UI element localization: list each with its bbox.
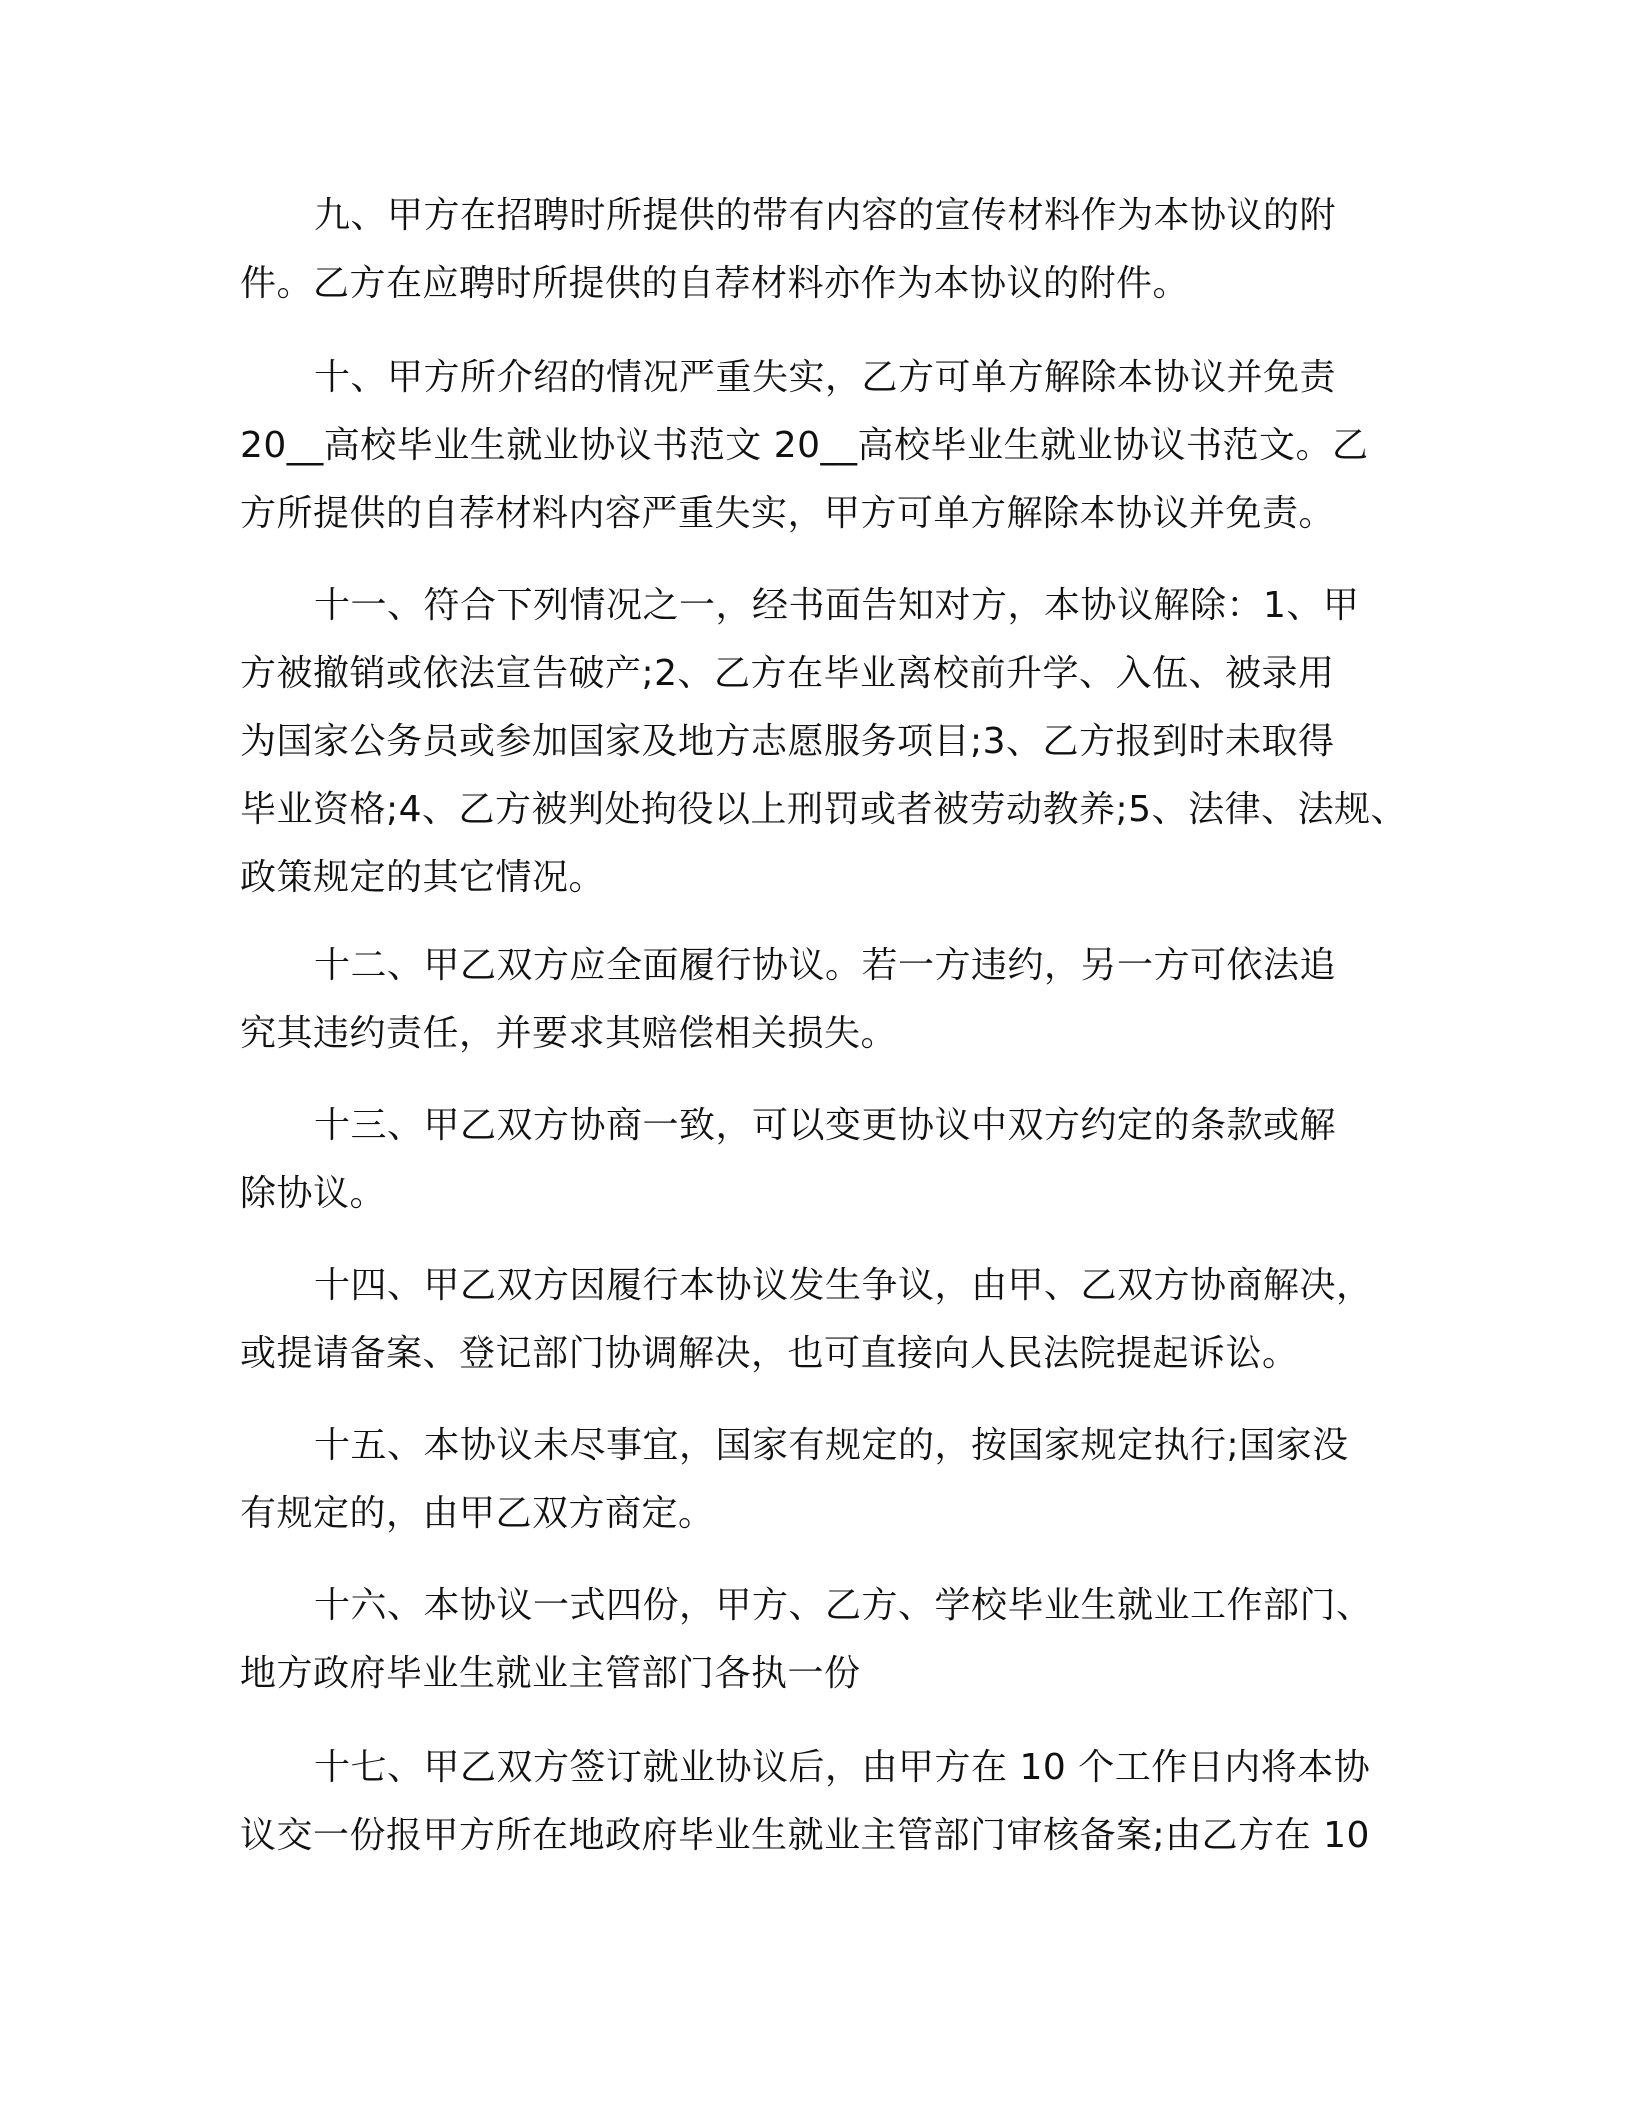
- paragraph-16: [240, 1572, 1410, 1708]
- text-line: 究其违约责任，并要求其赔偿相关损失。: [240, 1013, 898, 1054]
- text-line: 毕业资格;4、乙方被判处拘役以上刑罚或者被劳动教养;5、法律、法规、: [240, 789, 1408, 830]
- text-line: 十四、甲乙双方因履行本协议发生争议，由甲、乙双方协商解决，: [314, 1265, 1373, 1306]
- text-line: 九、甲方在招聘时所提供的带有内容的宣传材料作为本协议的附: [314, 195, 1337, 236]
- paragraph-13: [240, 1092, 1410, 1228]
- paragraph-14: [240, 1252, 1410, 1388]
- text-line: 十、甲方所介绍的情况严重失实，乙方可单方解除本协议并免责: [314, 357, 1337, 398]
- text-line: 十一、符合下列情况之一，经书面告知对方，本协议解除：1、甲: [314, 585, 1360, 626]
- text-line: 为国家公务员或参加国家及地方志愿服务项目;3、乙方报到时未取得: [240, 721, 1335, 762]
- text-line: 方被撤销或依法宣告破产;2、乙方在毕业离校前升学、入伍、被录用: [240, 653, 1335, 694]
- paragraph-10: [240, 344, 1410, 548]
- paragraph-9: [240, 182, 1410, 318]
- text-line: 方所提供的自荐材料内容严重失实，甲方可单方解除本协议并免责。: [240, 493, 1336, 534]
- text-line: 20__高校毕业生就业协议书范文 20__高校毕业生就业协议书范文。乙: [240, 425, 1369, 466]
- text-line: 十二、甲乙双方应全面履行协议。若一方违约，另一方可依法追: [314, 945, 1337, 986]
- text-line: 议交一份报甲方所在地政府毕业生就业主管部门审核备案;由乙方在 10: [240, 1815, 1370, 1856]
- text-line: 十七、甲乙双方签订就业协议后，由甲方在 10 个工作日内将本协: [314, 1747, 1371, 1788]
- text-line: 政策规定的其它情况。: [240, 857, 606, 898]
- text-line: 除协议。: [240, 1173, 387, 1214]
- text-line: 地方政府毕业生就业主管部门各执一份: [240, 1653, 861, 1694]
- text-line: 十三、甲乙双方协商一致，可以变更协议中双方约定的条款或解: [314, 1105, 1337, 1146]
- paragraph-12: [240, 932, 1410, 1068]
- paragraph-17: [240, 1734, 1410, 1870]
- text-line: 或提请备案、登记部门协调解决，也可直接向人民法院提起诉讼。: [240, 1333, 1299, 1374]
- text-line: 十六、本协议一式四份，甲方、乙方、学校毕业生就业工作部门、: [314, 1585, 1373, 1626]
- paragraph-11: [240, 572, 1410, 912]
- text-line: 十五、本协议未尽事宜，国家有规定的，按国家规定执行;国家没: [314, 1425, 1349, 1466]
- paragraph-15: [240, 1412, 1410, 1548]
- text-line: 件。乙方在应聘时所提供的自荐材料亦作为本协议的附件。: [240, 263, 1190, 304]
- text-line: 有规定的，由甲乙双方商定。: [240, 1493, 715, 1534]
